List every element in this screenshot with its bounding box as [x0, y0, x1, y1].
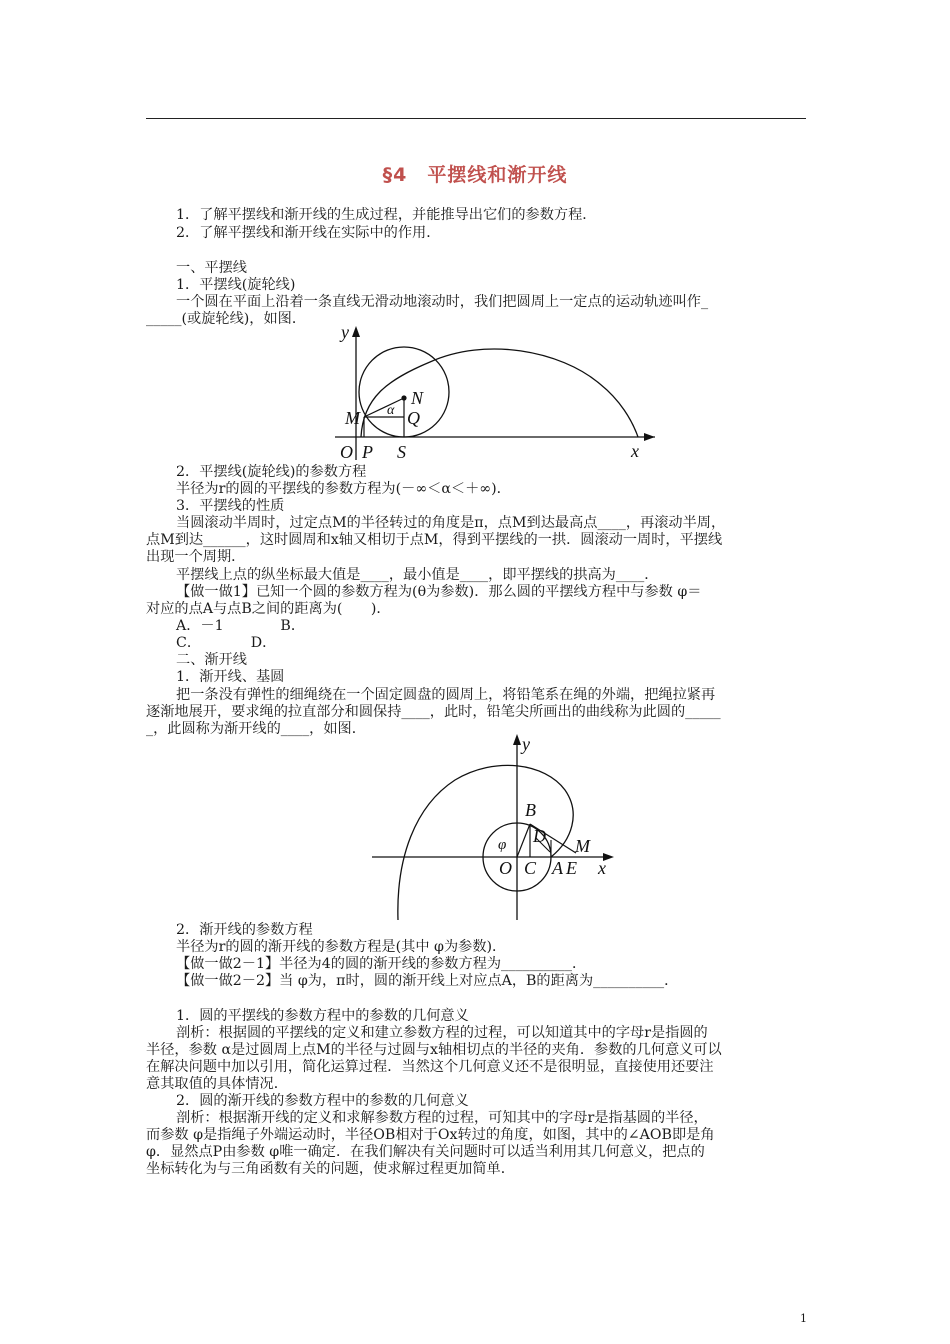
page-number: 1 — [800, 1312, 807, 1325]
label-a: A — [552, 858, 563, 878]
exercise-2-2: 【做一做2－2】当 φ为，π时，圆的渐开线上对应点A，B的距离为__________． — [176, 973, 679, 989]
paragraph-line: 在解决问题中加以引用，简化运算过程．当然这个几何意义还不是很明显，直接使用还要注 — [146, 1059, 714, 1075]
heading-cycloid: 一、平摆线 — [176, 260, 247, 276]
radius-line — [364, 398, 404, 417]
paragraph-line: 当圆滚动半周时，过定点M的半径转过的角度是π，点M到达最高点____，再滚动半周， — [176, 515, 726, 531]
label-q: Q — [407, 408, 420, 428]
label-s: S — [397, 442, 406, 462]
label-m: M — [345, 408, 360, 428]
exercise-1: 【做一做1】已知一个圆的参数方程为(θ为参数)．那么圆的平摆线方程中与参数 φ＝ — [176, 584, 702, 600]
label-o: O — [499, 858, 512, 878]
paragraph-line: φ．显然点P由参数 φ唯一确定．在我们解决有关问题时可以适当利用其几何意义，把点的 — [146, 1144, 705, 1160]
paragraph-line: 半径，参数 α是过圆周上点M的半径与过圆与x轴相切点的半径的夹角．参数的几何意义可以 — [146, 1042, 722, 1058]
paragraph-line: _____(或旋轮线)，如图． — [146, 311, 307, 327]
label-m: M — [575, 836, 590, 856]
radius-ob — [517, 824, 530, 857]
paragraph-line: 半径为r的圆的平摆线的参数方程为(－∞＜α＜＋∞)． — [176, 481, 511, 497]
paragraph-line: 把一条没有弹性的细绳绕在一个固定圆盘的圆周上，将铅笔系在绳的外端，把绳拉紧再 — [176, 687, 716, 703]
exercise-1-cont: 对应的点A与点B之间的距离为( )． — [146, 601, 391, 617]
heading-involute: 二、渐开线 — [176, 652, 247, 668]
paragraph-line: 平摆线上点的纵坐标最大值是____，最小值是____，即平摆线的拱高为____． — [176, 567, 659, 583]
y-axis-arrow — [352, 326, 360, 337]
analysis-heading-1: 1．圆的平摆线的参数方程中的参数的几何意义 — [176, 1008, 469, 1024]
label-o: O — [340, 442, 353, 462]
label-e: E — [566, 858, 577, 878]
x-axis-arrow — [644, 433, 655, 441]
paragraph-line: 意其取值的具体情况． — [146, 1076, 288, 1092]
paragraph-line: 出现一个周期． — [146, 549, 246, 565]
subheading-cycloid-properties: 3．平摆线的性质 — [176, 498, 285, 514]
paragraph-line: 点M到达______，这时圆周和x轴又相切于点M，得到平摆线的一拱．圆滚动一周时，平摆线 — [146, 532, 723, 548]
subheading-cycloid: 1．平摆线(旋轮线) — [176, 277, 296, 293]
paragraph-line: 一个圆在平面上沿着一条直线无滑动地滚动时，我们把圆周上一定点的运动轨迹叫作_ — [176, 294, 709, 310]
y-label: y — [341, 322, 349, 342]
exercise-2-1: 【做一做2－1】半径为4的圆的渐开线的参数方程为__________． — [176, 956, 587, 972]
label-n: N — [411, 388, 424, 408]
paragraph-line: 剖析：根据圆的平摆线的定义和建立参数方程的过程，可以知道其中的字母r是指圆的 — [176, 1025, 708, 1041]
paragraph-line: _，此圆称为渐开线的____，如图． — [146, 721, 366, 737]
subheading-involute: 1．渐开线、基圆 — [176, 669, 285, 685]
choices-ab: A．－1 B． — [176, 618, 306, 634]
point-n — [401, 395, 406, 400]
y-label: y — [522, 734, 530, 754]
label-p: P — [362, 442, 373, 462]
goal-1: 1．了解平摆线和渐开线的生成过程，并能推导出它们的参数方程． — [176, 207, 597, 223]
label-phi: φ — [498, 837, 507, 853]
label-alpha: α — [387, 403, 395, 418]
involute-figure — [370, 728, 620, 922]
label-b: B — [525, 800, 536, 820]
y-axis-arrow — [513, 734, 521, 745]
paragraph-line: 剖析：根据渐开线的定义和求解参数方程的过程，可知其中的字母r是指基圆的半径， — [176, 1110, 708, 1126]
label-d: D — [533, 826, 546, 846]
subheading-cycloid-equation: 2．平摆线(旋轮线)的参数方程 — [176, 464, 367, 480]
paragraph-line: 半径为r的圆的渐开线的参数方程是(其中 φ为参数)． — [176, 939, 507, 955]
subheading-involute-equation: 2．渐开线的参数方程 — [176, 922, 313, 938]
section-title: §4 平摆线和渐开线 — [382, 164, 568, 186]
x-label: x — [598, 858, 606, 878]
cycloid-arch — [361, 349, 638, 437]
header-rule — [146, 118, 806, 119]
x-label: x — [631, 441, 639, 461]
paragraph-line: 坐标转化为与三角函数有关的问题，使求解过程更加简单． — [146, 1161, 515, 1177]
paragraph-line: 而参数 φ是指绳子外端运动时，半径OB相对于Ox转过的角度，如图，其中的∠AOB即是角 — [146, 1127, 715, 1143]
paragraph-line: 逐渐地展开，要求绳的拉直部分和圆保持____，此时，铅笔尖所画出的曲线称为此圆的_____ — [146, 704, 721, 720]
cycloid-figure — [335, 320, 660, 462]
choices-cd: C． D． — [176, 635, 277, 651]
label-c: C — [524, 858, 537, 878]
analysis-heading-2: 2．圆的渐开线的参数方程中的参数的几何意义 — [176, 1093, 469, 1109]
goal-2: 2．了解平摆线和渐开线在实际中的作用． — [176, 225, 441, 241]
